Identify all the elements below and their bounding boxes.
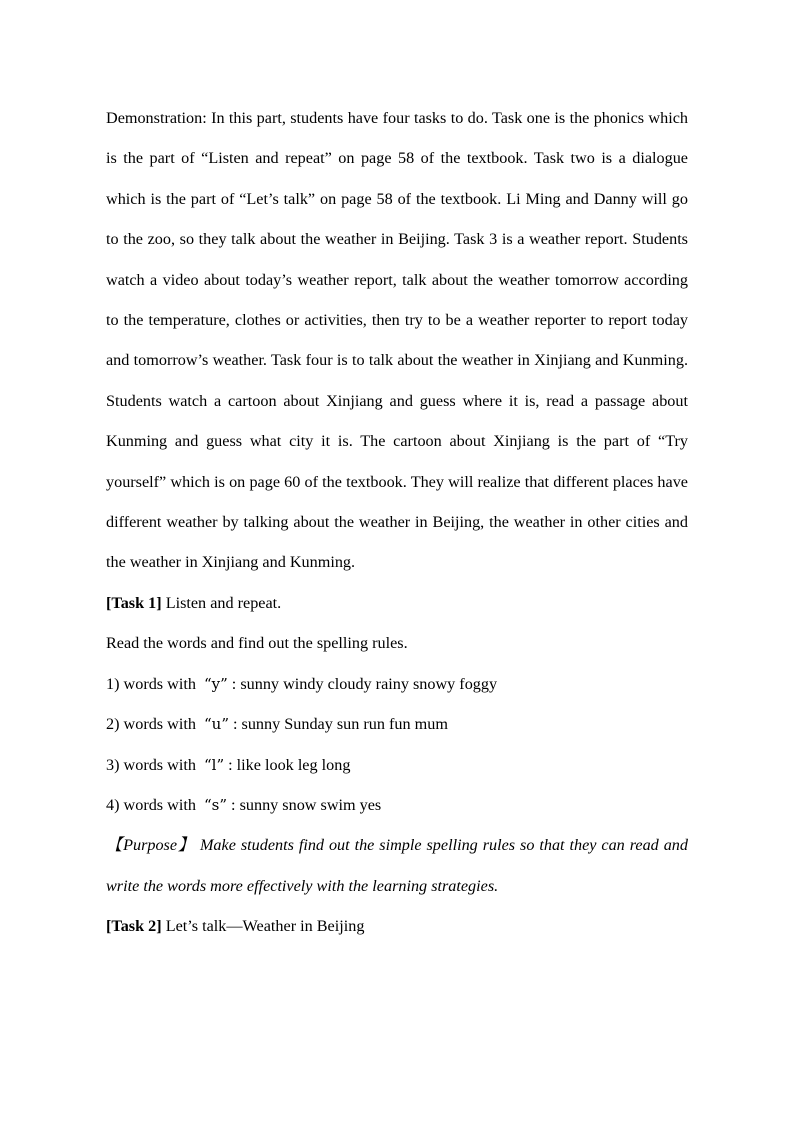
rule-item-4: [106, 785, 688, 825]
document-page: [106, 98, 688, 947]
rule-words: : sunny Sunday sun run fun mum: [232, 715, 448, 734]
rule-words: : like look leg long: [228, 755, 351, 774]
task1-text: Listen and repeat.: [161, 593, 282, 612]
purpose-paragraph: 【Purpose】 Make students find out the simple spelling rules so that they can read and write the words more effectively with the learning strategies.: [106, 836, 688, 895]
rule-prefix: 3) words with: [106, 755, 196, 774]
task1-label: [Task 1]: [106, 593, 162, 612]
rule-item-3: [106, 745, 688, 785]
rule-prefix: 4) words with: [106, 795, 196, 814]
rule-prefix: 1) words with: [106, 674, 196, 693]
task2-label: [Task 2]: [106, 917, 162, 936]
rule-letter: “s”: [203, 795, 228, 814]
rule-prefix: 2) words with: [106, 715, 196, 734]
rule-letter: “u”: [203, 715, 229, 734]
task1-heading: [106, 583, 688, 623]
rule-item-2: [106, 704, 688, 744]
rule-words: : sunny windy cloudy rainy snowy foggy: [231, 674, 498, 693]
task2-text: Let’s talk—Weather in Beijing: [161, 917, 365, 936]
rule-item-1: [106, 664, 688, 704]
instruction-line: Read the words and find out the spelling rules.: [106, 634, 408, 653]
rule-letter: “y”: [203, 674, 228, 693]
task2-heading: [106, 906, 688, 946]
rule-letter: “l”: [203, 755, 225, 774]
rule-words: : sunny snow swim yes: [231, 795, 382, 814]
demonstration-paragraph: Demonstration: In this part, students have four tasks to do. Task one is the phonics which is the part of “Listen and repeat” on page 58 of the textbook. Task two is a dialogue which is the part of “Let’s talk” on page 58 of the textbook. Li Ming and Danny will go to the zoo, so they talk about the weather in Beijing. Task 3 is a weather report. Students watch a video about today’s weather report, talk about the weather tomorrow according to the temperature, clothes or activities, then try to be a weather reporter to report today and tomorrow’s weather. Task four is to talk about the weather in Xinjiang and Kunming. Students watch a cartoon about Xinjiang and guess where it is, read a passage about Kunming and guess what city it is. The cartoon about Xinjiang is the part of “Try yourself” which is on page 60 of the textbook. They will realize that different places have different weather by talking about the weather in Beijing, the weather in other cities and the weather in Xinjiang and Kunming.: [106, 109, 688, 572]
